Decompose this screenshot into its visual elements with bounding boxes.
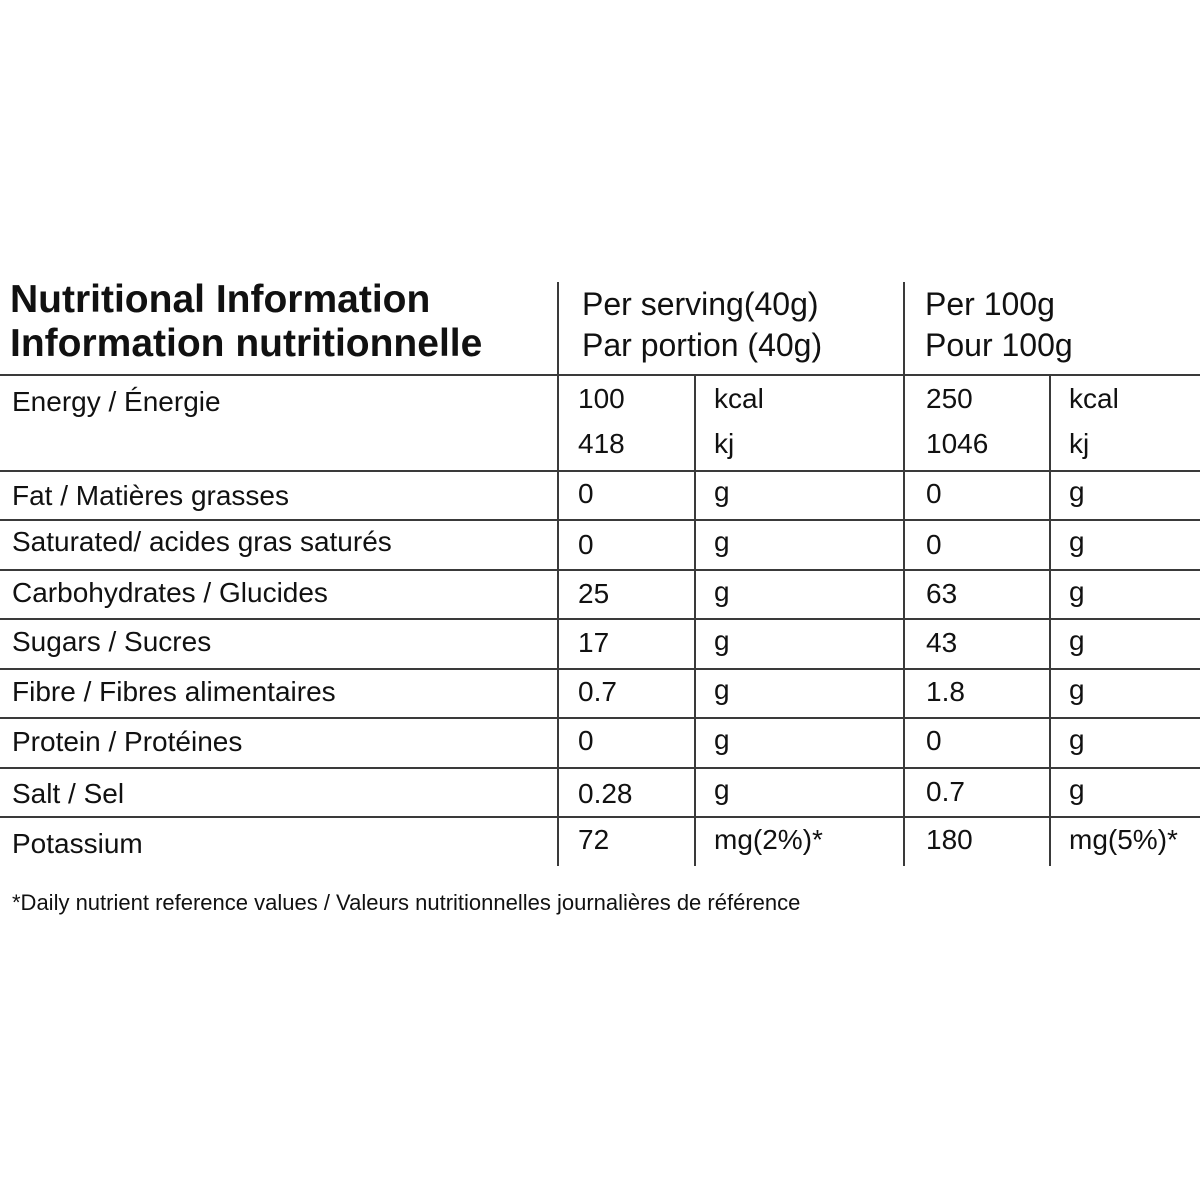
saturated-serving-unit: g: [714, 526, 730, 557]
title-french: Information nutritionnelle: [10, 322, 483, 365]
fibre-serving-unit: g: [714, 674, 730, 705]
saturated-label: Saturated/ acides gras saturés: [12, 526, 392, 557]
carbohydrates-per100-unit: g: [1069, 576, 1085, 607]
sugars-per100-unit: g: [1069, 625, 1085, 656]
row-divider: [0, 470, 1200, 472]
carbohydrates-per100: 63: [926, 578, 958, 609]
row-divider: [0, 717, 1200, 719]
energy-kcal-per100: 250: [926, 383, 973, 414]
protein-per100: 0: [926, 725, 942, 756]
carbohydrates-serving: 25: [578, 578, 610, 609]
energy-kcal-serving: 100: [578, 383, 625, 414]
saturated-per100-unit: g: [1069, 526, 1085, 557]
energy-kj-per100: 1046: [926, 428, 989, 459]
energy-kcal-per100-unit: kcal: [1069, 383, 1119, 414]
salt-per100: 0.7: [926, 776, 965, 807]
energy-kj-serving: 418: [578, 428, 625, 459]
salt-serving-unit: g: [714, 774, 730, 805]
salt-serving: 0.28: [578, 778, 633, 809]
row-divider: [0, 618, 1200, 620]
sugars-serving: 17: [578, 627, 610, 658]
protein-label: Protein / Protéines: [12, 726, 243, 757]
fat-serving-unit: g: [714, 476, 730, 507]
per-100g-header-en: Per 100g: [925, 286, 1055, 322]
saturated-serving: 0: [578, 529, 594, 560]
nutrition-facts-panel: [0, 278, 1200, 915]
protein-serving: 0: [578, 725, 594, 756]
column-divider-serving-unit: [694, 374, 696, 866]
fat-per100-unit: g: [1069, 476, 1085, 507]
row-divider: [0, 816, 1200, 818]
per-100g-header-fr: Pour 100g: [925, 327, 1073, 363]
per-serving-header-en: Per serving(40g): [582, 286, 819, 322]
energy-kj-serving-unit: kj: [714, 428, 735, 459]
fat-serving: 0: [578, 478, 594, 509]
energy-kcal-serving-unit: kcal: [714, 383, 764, 414]
potassium-serving: 72: [578, 824, 610, 855]
column-divider-per100-unit: [1049, 374, 1051, 866]
protein-per100-unit: g: [1069, 724, 1085, 755]
fibre-per100: 1.8: [926, 676, 965, 707]
sugars-label: Sugars / Sucres: [12, 626, 212, 657]
row-divider: [0, 569, 1200, 571]
column-divider-per100: [903, 282, 905, 866]
salt-per100-unit: g: [1069, 774, 1085, 805]
sugars-per100: 43: [926, 627, 958, 658]
per-serving-header-fr: Par portion (40g): [582, 327, 823, 363]
fibre-per100-unit: g: [1069, 674, 1085, 705]
carbohydrates-label: Carbohydrates / Glucides: [12, 577, 328, 608]
fat-label: Fat / Matières grasses: [12, 480, 289, 511]
potassium-serving-unit: mg(2%)*: [714, 824, 823, 855]
row-divider: [0, 519, 1200, 521]
energy-kj-per100-unit: kj: [1069, 428, 1090, 459]
saturated-per100: 0: [926, 529, 942, 560]
title-english: Nutritional Information: [10, 278, 431, 321]
carbohydrates-serving-unit: g: [714, 576, 730, 607]
row-divider: [0, 767, 1200, 769]
potassium-per100-unit: mg(5%)*: [1069, 824, 1178, 855]
potassium-per100: 180: [926, 824, 973, 855]
protein-serving-unit: g: [714, 724, 730, 755]
sugars-serving-unit: g: [714, 625, 730, 656]
row-divider-header: [0, 374, 1200, 376]
salt-label: Salt / Sel: [12, 778, 125, 809]
fibre-serving: 0.7: [578, 676, 617, 707]
footnote: *Daily nutrient reference values / Valeurs nutritionnelles journalières de référence: [12, 890, 801, 915]
fat-per100: 0: [926, 478, 942, 509]
row-divider: [0, 668, 1200, 670]
energy-label: Energy / Énergie: [12, 386, 221, 417]
column-divider-label: [557, 282, 559, 866]
fibre-label: Fibre / Fibres alimentaires: [12, 676, 336, 707]
potassium-label: Potassium: [12, 828, 143, 859]
